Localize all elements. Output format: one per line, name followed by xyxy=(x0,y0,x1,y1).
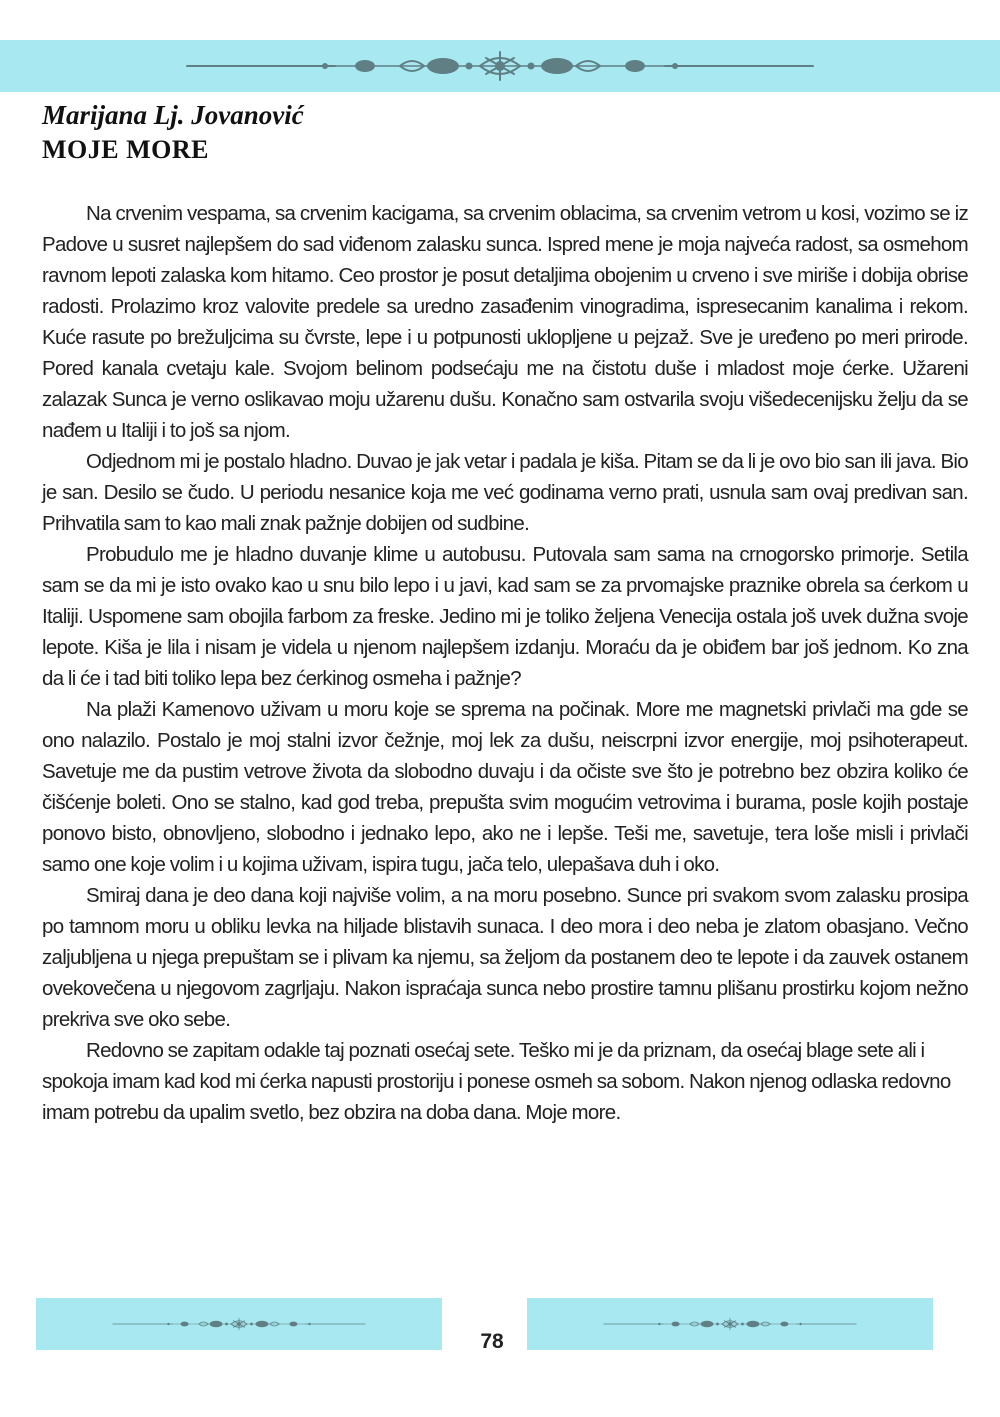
page-number: 78 xyxy=(480,1330,504,1353)
paragraph: Redovno se zapitam odakle taj poznati osećaj sete. Teško mi je da priznam, da osećaj blage sete ali i spokoja imam kad kod mi ćerka napusti prostoriju i ponese osmeh sa sobom. Nakon njenog odlaska redovno imam potrebu da upalim svetlo, bez obzira na doba dana. Moje more. xyxy=(42,1039,951,1124)
floral-divider-icon xyxy=(185,48,815,84)
top-decorative-band xyxy=(0,40,1000,92)
story-body xyxy=(42,198,968,1128)
floral-divider-icon xyxy=(603,1308,857,1340)
paragraph: Probudulo me je hladno duvanje klime u autobusu. Putovala sam sama na crnogorsko primorje. Setila sam se da mi je isto ovako kao u snu bilo lepo i u javi, kad sam se za prvomajske praznike obrela sa ćerkom u Italiji. Uspomene sam obojila farbom za freske. Jedino mi je toliko željena Venecija ostala još uvek dužna svoje lepote. Kiša je lila i nisam je videla u njenom najlepšem izdanju. Moraću da je obiđem bar još jednom. Ko zna da li će i tad biti toliko lepa bez ćerkinog osmeha i pažnje? xyxy=(42,543,968,690)
paragraph: Odjednom mi je postalo hladno. Duvao je jak vetar i padala je kiša. Pitam se da li je ovo bio san ili java. Bio je san. Desilo se čudo. U periodu nesanice koja me već godinama verno prati, usnula sam ovaj predivan san. Prihvatila sam to kao mali znak pažnje dobijen od sudbine. xyxy=(42,450,968,535)
story-title: MOJE MORE xyxy=(42,135,209,164)
paragraph: Na crvenim vespama, sa crvenim kacigama, sa crvenim oblacima, sa crvenim vetrom u kosi, vozimo se iz Padove u susret najlepšem do sad viđenom zalasku sunca. Ispred mene je moja najveća radost, sa osmehom ravnom lepoti zalaska kom hitamo. Ceo prostor je posut detaljima obojenim u crveno i sve miriše i dobija obrise radosti. Prolazimo kroz valovite predele sa uredno zasađenim vinogradima, ispresecanim kanalima i rekom. Kuće rasute po brežuljcima su čvrste, lepe i u potpunosti uklopljene u pejzaž. Sve je uređeno po meri prirode. Pored kanala cvetaju kale. Svojom belinom podsećaju me na čistotu duše i mladost moje ćerke. Užareni zalazak Sunca je verno oslikavao moju užarenu dušu. Konačno sam ostvarila svoju višedecenijsku želju da se nađem u Italiji i to još sa njom. xyxy=(42,202,968,442)
paragraph: Smiraj dana je deo dana koji najviše volim, a na moru posebno. Sunce pri svakom svom zalasku prosipa po tamnom moru u obliku levka na hiljade blistavih sunaca. I deo mora i deo neba je zlatom obasjano. Večno zaljubljena u njega prepuštam se i plivam ka njemu, sa željom da postanem deo te lepote i da zauvek ostanem ovekovečena u njegovom zagrljaju. Nakon ispraćaja sunca nebo prostire tamnu plišanu prostirku kojom nežno prekriva sve oko sebe. xyxy=(42,884,968,1031)
author-name: Marijana Lj. Jovanović xyxy=(42,100,304,130)
floral-divider-icon xyxy=(112,1308,366,1340)
paragraph: Na plaži Kamenovo uživam u moru koje se sprema na počinak. More me magnetski privlači ma gde se ono nalazilo. Postalo je moj stalni izvor čežnje, moj lek za dušu, neiscrpni izvor energije, moj psihoterapeut. Savetuje me da pustim vetrove života da slobodno duvaju i da očiste sve što je potrebno bez obzira koliko će čišćenje boleti. Ono se stalno, kad god treba, prepušta svim mogućim vetrovima i burama, posle kojih postaje ponovo bisto, obnovljeno, slobodno i jednako lepo, ako ne i lepše. Teši me, savetuje, tera loše misli i privlači samo one koje volim i u kojima uživam, ispira tugu, jača telo, ulepašava duh i oko. xyxy=(42,698,968,876)
footer-band-left xyxy=(36,1298,442,1350)
footer-band-right xyxy=(527,1298,933,1350)
